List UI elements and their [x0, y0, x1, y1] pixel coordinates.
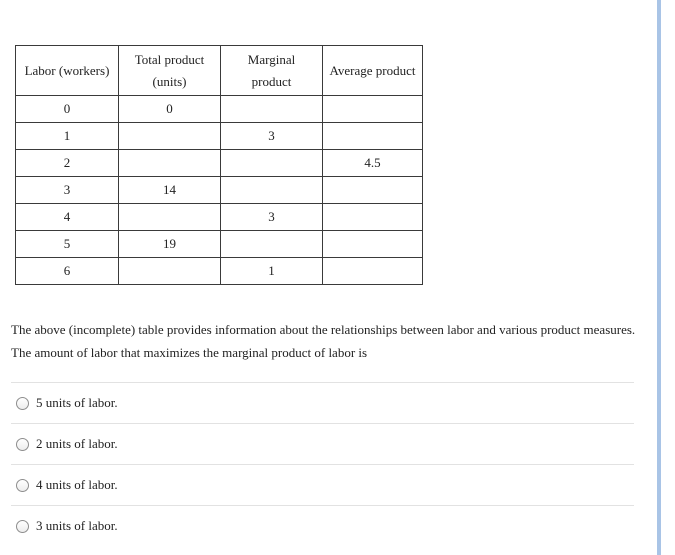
answer-option[interactable]	[11, 464, 634, 505]
header-labor-label: Labor (workers)	[24, 62, 110, 78]
cell-average	[323, 177, 423, 204]
cell-total	[119, 258, 221, 285]
header-marginal-product	[221, 46, 323, 96]
cell-labor: 5	[16, 231, 119, 258]
cell-average	[323, 96, 423, 123]
cell-average	[323, 123, 423, 150]
header-marginal-line2: product	[251, 73, 292, 89]
answer-option[interactable]	[11, 382, 634, 423]
cell-average	[323, 204, 423, 231]
cell-average	[323, 258, 423, 285]
table-row	[16, 204, 423, 231]
cell-labor: 1	[16, 123, 119, 150]
radio-button[interactable]	[16, 438, 29, 451]
answer-option[interactable]	[11, 505, 634, 546]
page-right-border	[657, 0, 661, 555]
cell-total: 19	[119, 231, 221, 258]
radio-button[interactable]	[16, 479, 29, 492]
radio-button[interactable]	[16, 520, 29, 533]
answer-options	[11, 382, 634, 546]
cell-average	[323, 231, 423, 258]
table-header-row	[16, 46, 423, 96]
table-row	[16, 96, 423, 123]
header-labor	[16, 46, 119, 96]
cell-total	[119, 150, 221, 177]
cell-total	[119, 123, 221, 150]
cell-labor: 4	[16, 204, 119, 231]
cell-labor: 6	[16, 258, 119, 285]
cell-labor: 0	[16, 96, 119, 123]
header-marginal-line1: Marginal	[247, 51, 296, 67]
cell-marginal: 1	[221, 258, 323, 285]
table-row	[16, 177, 423, 204]
cell-average: 4.5	[323, 150, 423, 177]
radio-button[interactable]	[16, 397, 29, 410]
cell-total: 14	[119, 177, 221, 204]
question-text: The above (incomplete) table provides information about the relationships between labor and various product measures. The amount of labor that maximizes the marginal product of labor is	[11, 322, 636, 360]
table-row	[16, 231, 423, 258]
cell-marginal	[221, 96, 323, 123]
answer-option-label: 3 units of labor.	[36, 518, 118, 533]
cell-marginal: 3	[221, 123, 323, 150]
header-total-line1: Total product	[134, 51, 205, 67]
cell-labor: 3	[16, 177, 119, 204]
header-average-label: Average product	[329, 62, 416, 78]
cell-total: 0	[119, 96, 221, 123]
table-row	[16, 150, 423, 177]
answer-option-label: 5 units of labor.	[36, 395, 118, 410]
cell-labor: 2	[16, 150, 119, 177]
header-total-product	[119, 46, 221, 96]
header-total-line2: (units)	[152, 73, 187, 89]
table-row	[16, 123, 423, 150]
cell-marginal	[221, 150, 323, 177]
header-average-product	[323, 46, 423, 96]
cell-marginal: 3	[221, 204, 323, 231]
cell-marginal	[221, 231, 323, 258]
table-row	[16, 258, 423, 285]
product-table	[15, 45, 423, 285]
answer-option[interactable]	[11, 423, 634, 464]
answer-option-label: 2 units of labor.	[36, 436, 118, 451]
cell-marginal	[221, 177, 323, 204]
answer-option-label: 4 units of labor.	[36, 477, 118, 492]
cell-total	[119, 204, 221, 231]
